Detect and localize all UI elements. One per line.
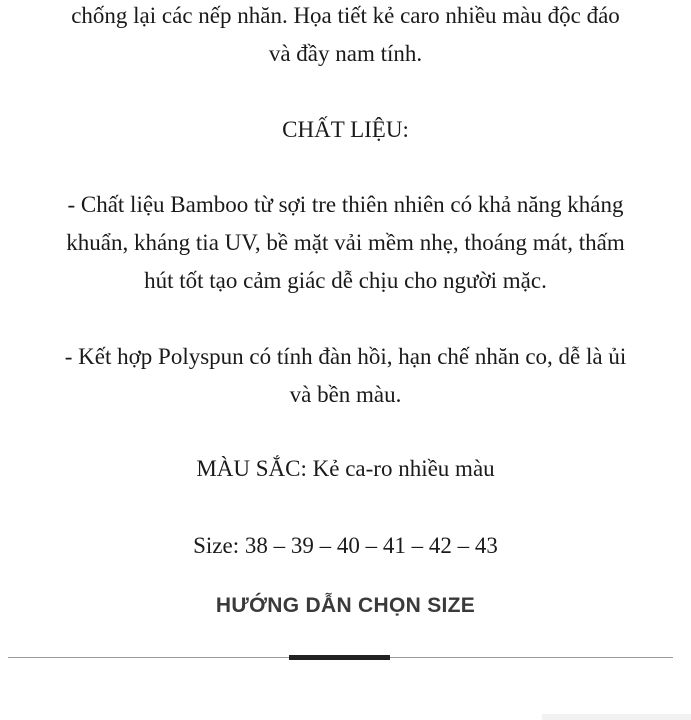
bamboo-line: - Chất liệu Bamboo từ sợi tre thiên nhiên có khả năng kháng — [67, 192, 624, 217]
polyspun-paragraph — [20, 338, 671, 414]
bamboo-paragraph — [20, 186, 671, 300]
color-info: MÀU SẮC: Kẻ ca-ro nhiều màu — [196, 456, 495, 481]
intro-line: chống lại các nếp nhăn. Họa tiết kẻ caro nhiều màu độc đáo — [71, 3, 620, 28]
size-guide-heading: HƯỚNG DẪN CHỌN SIZE — [215, 594, 476, 617]
divider-accent-bar — [289, 655, 390, 660]
intro-paragraph — [20, 0, 671, 73]
corner-panel — [542, 714, 691, 720]
bamboo-line: khuẩn, kháng tia UV, bề mặt vải mềm nhẹ, thoáng mát, thấm — [66, 230, 625, 255]
bamboo-line: hút tốt tạo cảm giác dễ chịu cho người mặc. — [144, 268, 547, 293]
intro-line: và đầy nam tính. — [268, 41, 423, 66]
polyspun-line: và bền màu. — [289, 382, 402, 407]
polyspun-line: - Kết hợp Polyspun có tính đàn hồi, hạn chế nhăn co, dễ là ủi — [64, 344, 627, 369]
size-info: Size: 38 – 39 – 40 – 41 – 42 – 43 — [193, 533, 498, 558]
material-heading: CHẤT LIỆU: — [282, 117, 409, 142]
